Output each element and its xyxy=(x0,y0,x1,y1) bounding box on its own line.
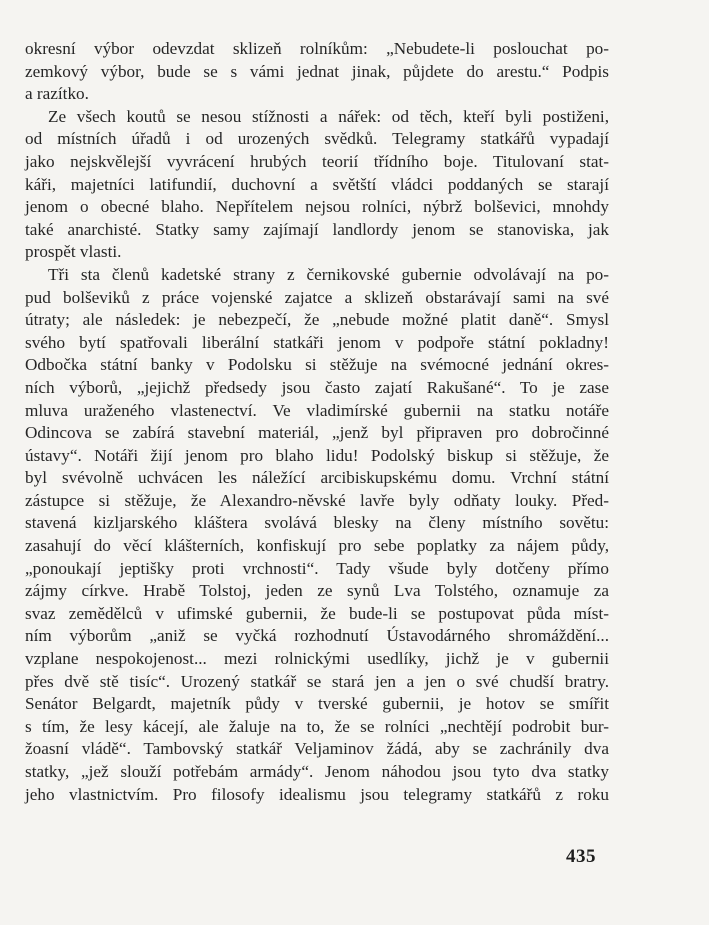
text-line: útraty; ale následek: je nebezpečí, že „nebude možné platit daně“. Smysl xyxy=(25,310,609,330)
text-line: svaz zemědělců v ufimské gubernii, že bude-li se postupovat půda míst- xyxy=(25,603,609,623)
text-line: přes dvě stě tisíc“. Urozený statkář se stará jen a jen o své chudší bratry. xyxy=(25,671,609,691)
text-line: okresní výbor odevzdat sklizeň rolníkům: „Nebudete-li poslouchat po- xyxy=(25,39,609,58)
text-line: s tím, že lesy kácejí, ale žaluje na to, že se rolníci „nechtějí podrobit bur- xyxy=(25,716,609,736)
text-line: prospět vlasti. xyxy=(25,242,122,262)
text-line: ústavy“. Notáři žijí jenom pro blaho lidu! Podolský biskup si stěžuje, že xyxy=(25,445,609,465)
text-line: pud bolševiků z práce vojenské zajatce a sklizeň obstarávají sami na své xyxy=(25,287,609,307)
text-line: zemkový výbor, bude se s vámi jednat jinak, půjdete do arestu.“ Podpis xyxy=(25,61,609,81)
text-line: od místních úřadů i od urozených svědků. Telegramy statkářů vypadají xyxy=(25,129,609,149)
text-line: jenom o obecné blaho. Nepřítelem nejsou rolníci, nýbrž bolševici, mnohdy xyxy=(25,197,609,217)
text-line: také anarchisté. Statky samy zajímají landlordy jenom se stanoviska, jak xyxy=(25,219,609,239)
text-line: „ponoukají jeptišky proti vrchnosti“. Tady všude byly dotčeny přímo xyxy=(25,558,609,578)
text-line: Odbočka státní banky v Podolsku si stěžuje na svémocné jednání okres- xyxy=(25,355,609,375)
text-line: jeho vlastnictvím. Pro filosofy idealismu jsou telegramy statkářů z roku xyxy=(25,784,609,804)
text-line: a razítko. xyxy=(25,84,89,104)
body-text xyxy=(25,38,609,806)
text-line: Odincova se zabírá stavební materiál, „jenž byl připraven pro dobročinné xyxy=(25,423,609,443)
text-line: zasahují do věcí klášterních, konfiskují pro sebe poplatky za nájem půdy, xyxy=(25,536,609,556)
text-line: jako nejskvělejší vyvrácení hrubých teorií třídního boje. Titulovaní stat- xyxy=(25,151,609,171)
text-line: žoasní vládě“. Tambovský statkář Veljaminov žádá, aby se zachránily dva xyxy=(25,739,609,759)
text-line: zástupce si stěžuje, že Alexandro-něvské lavře byly odňaty louky. Před- xyxy=(25,490,609,510)
text-line: Ze všech koutů se nesou stížnosti a nářek: od těch, kteří byli postiženi, xyxy=(48,106,609,126)
text-line: Tři sta členů kadetské strany z černikovské gubernie odvolávají na po- xyxy=(48,264,609,284)
text-line: ním výborům „aniž se vyčká rozhodnutí Ústavodárného shromáždění... xyxy=(25,626,609,646)
text-line: byl svévolně uchvácen les náležící arcibiskupskému domu. Vrchní státní xyxy=(25,468,609,488)
text-line: stavená kizljarského kláštera svolává blesky na členy místního sovětu: xyxy=(25,513,609,533)
text-line: svého bytí spatřovali liberální statkáři jenom v podpoře státní pokladny! xyxy=(25,332,609,352)
page-number: 435 xyxy=(566,846,596,867)
text-line: vzplane nespokojenost... mezi rolnickými usedlíky, jichž je v gubernii xyxy=(25,649,609,669)
text-line: Senátor Belgardt, majetník půdy v tverské gubernii, je hotov se smířit xyxy=(25,694,609,714)
text-line: statky, „jež slouží potřebám armády“. Jenom náhodou jsou tyto dva statky xyxy=(25,762,609,781)
text-line: ních výborů, „jejichž předsedy jsou často zajatí Rakušané“. To je zase xyxy=(25,377,609,397)
text-line: káři, majetníci latifundií, duchovní a světští vládci poddaných se starají xyxy=(25,174,609,194)
text-line: mluva uraženého vlastenectví. Ve vladimírské gubernii na statku notáře xyxy=(25,400,609,420)
text-line: zájmy církve. Hrabě Tolstoj, jeden ze synů Lva Tolstého, oznamuje za xyxy=(25,581,609,601)
